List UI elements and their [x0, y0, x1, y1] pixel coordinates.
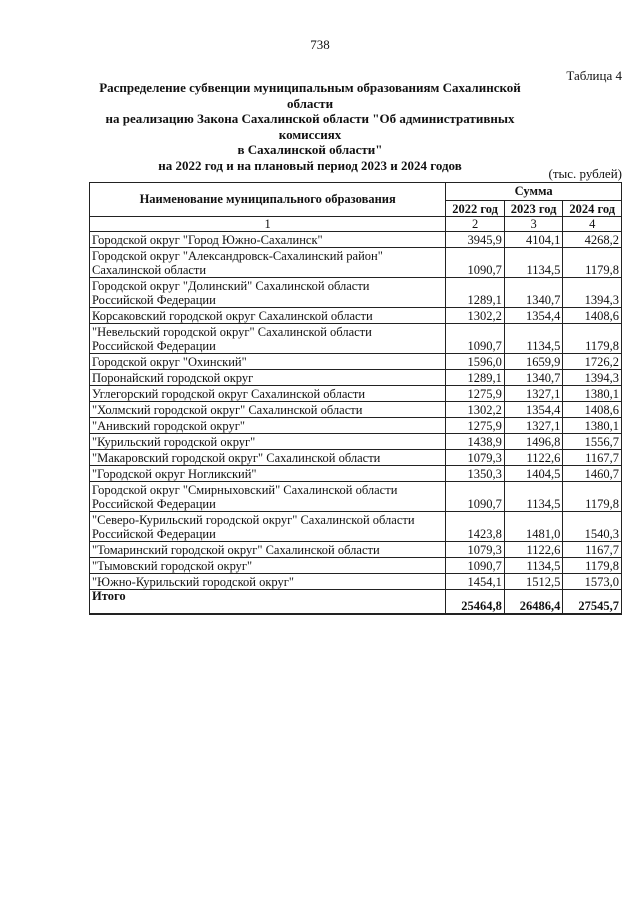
total-value-2023: 26486,4: [504, 590, 563, 615]
total-value-2022: 25464,8: [446, 590, 505, 615]
value-2023: 1512,5: [504, 574, 563, 590]
value-2023: 1481,0: [504, 512, 563, 542]
value-2024: 1394,3: [563, 278, 622, 308]
value-2022: 1438,9: [446, 434, 505, 450]
value-2024: 1540,3: [563, 512, 622, 542]
header-year: 2024 год: [563, 201, 622, 217]
value-2024: 4268,2: [563, 232, 622, 248]
municipality-name: [90, 574, 446, 590]
value-2022: 1289,1: [446, 278, 505, 308]
municipality-name-line: "Анивский городской округ": [92, 418, 245, 433]
value-2023: 1659,9: [504, 354, 563, 370]
title-line: Распределение субвенции муниципальным образованиям Сахалинской области: [99, 80, 521, 111]
municipality-name: [90, 248, 446, 278]
value-2023: 1327,1: [504, 418, 563, 434]
municipality-name: [90, 370, 446, 386]
value-2022: 1275,9: [446, 418, 505, 434]
municipality-name-line: "Макаровский городской округ" Сахалинской области: [92, 450, 381, 465]
table-row: [90, 402, 622, 418]
document-title: [90, 80, 530, 173]
value-2022: 1302,2: [446, 402, 505, 418]
table-row: [90, 418, 622, 434]
municipality-name-line: Российской Федерации: [92, 496, 216, 511]
value-2023: 1340,7: [504, 370, 563, 386]
table-row: [90, 466, 622, 482]
value-2022: 1289,1: [446, 370, 505, 386]
municipality-name: [90, 466, 446, 482]
municipality-name: [90, 450, 446, 466]
municipality-name-line: "Холмский городской округ" Сахалинской области: [92, 402, 363, 417]
table-row: [90, 324, 622, 354]
column-number: 2: [446, 217, 505, 232]
value-2024: 1179,8: [563, 324, 622, 354]
value-2024: 1556,7: [563, 434, 622, 450]
value-2024: 1380,1: [563, 386, 622, 402]
value-2022: 1454,1: [446, 574, 505, 590]
municipality-name-line: Российской Федерации: [92, 338, 216, 353]
table-row: [90, 542, 622, 558]
header-sum: Сумма: [446, 183, 622, 201]
table-row: [90, 512, 622, 542]
municipality-name-line: "Городской округ Ногликский": [92, 466, 257, 481]
municipality-name: [90, 434, 446, 450]
municipality-name: [90, 482, 446, 512]
header-year: 2023 год: [504, 201, 563, 217]
table-body: [90, 232, 622, 590]
municipality-name-line: "Курильский городской округ": [92, 434, 256, 449]
municipality-name-line: Российской Федерации: [92, 526, 216, 541]
value-2023: 1354,4: [504, 308, 563, 324]
value-2024: 1167,7: [563, 450, 622, 466]
column-number: 1: [90, 217, 446, 232]
municipality-name-line: "Южно-Курильский городской округ": [92, 574, 294, 589]
table-row: [90, 248, 622, 278]
value-2024: 1394,3: [563, 370, 622, 386]
value-2023: 1134,5: [504, 248, 563, 278]
municipality-name-line: Городской округ "Город Южно-Сахалинск": [92, 232, 323, 247]
table-row: [90, 278, 622, 308]
table-row: [90, 558, 622, 574]
value-2024: 1179,8: [563, 248, 622, 278]
column-number: 3: [504, 217, 563, 232]
value-2024: 1460,7: [563, 466, 622, 482]
value-2023: 4104,1: [504, 232, 563, 248]
subvention-table: [89, 182, 622, 615]
value-2023: 1134,5: [504, 324, 563, 354]
municipality-name-line: Поронайский городской округ: [92, 370, 254, 385]
table-row: [90, 482, 622, 512]
header-municipality: Наименование муниципального образования: [90, 183, 446, 217]
municipality-name-line: "Тымовский городской округ": [92, 558, 253, 573]
title-line: на 2022 год и на плановый период 2023 и 2024 годов: [158, 157, 462, 173]
value-2022: 1423,8: [446, 512, 505, 542]
total-label: Итого: [90, 590, 446, 615]
municipality-name: [90, 542, 446, 558]
municipality-name: [90, 512, 446, 542]
municipality-name: [90, 402, 446, 418]
value-2022: 1079,3: [446, 542, 505, 558]
municipality-name-line: Городской округ "Смирныховский" Сахалинской области: [92, 483, 398, 497]
municipality-name: [90, 308, 446, 324]
value-2024: 1726,2: [563, 354, 622, 370]
municipality-name: [90, 324, 446, 354]
table-row: [90, 232, 622, 248]
value-2022: 3945,9: [446, 232, 505, 248]
municipality-name-line: Российской Федерации: [92, 292, 216, 307]
table-label: Таблица 4: [566, 68, 622, 83]
value-2024: 1179,8: [563, 558, 622, 574]
table-row: [90, 370, 622, 386]
value-2022: 1090,7: [446, 248, 505, 278]
municipality-name: [90, 278, 446, 308]
municipality-name-line: Городской округ "Александровск-Сахалинский район": [92, 249, 383, 263]
municipality-name: [90, 558, 446, 574]
value-2022: 1079,3: [446, 450, 505, 466]
title-line: в Сахалинской области": [237, 142, 383, 157]
value-2022: 1275,9: [446, 386, 505, 402]
municipality-name-line: "Северо-Курильский городской округ" Сахалинской области: [92, 513, 415, 527]
municipality-name-line: Городской округ "Долинский" Сахалинской области: [92, 279, 370, 293]
municipality-name: [90, 418, 446, 434]
total-row: [90, 590, 622, 615]
value-2022: 1090,7: [446, 558, 505, 574]
value-2024: 1573,0: [563, 574, 622, 590]
value-2024: 1408,6: [563, 308, 622, 324]
value-2023: 1134,5: [504, 482, 563, 512]
municipality-name: [90, 386, 446, 402]
total-value-2024: 27545,7: [563, 590, 622, 615]
municipality-name: [90, 232, 446, 248]
header-year: 2022 год: [446, 201, 505, 217]
value-2024: 1408,6: [563, 402, 622, 418]
value-2023: 1327,1: [504, 386, 563, 402]
municipality-name-line: "Томаринский городской округ" Сахалинской области: [92, 542, 380, 557]
page-number: 738: [310, 37, 330, 52]
table-row: [90, 450, 622, 466]
units-note: (тыс. рублей): [548, 166, 622, 181]
table-row: [90, 308, 622, 324]
value-2022: 1350,3: [446, 466, 505, 482]
value-2022: 1090,7: [446, 482, 505, 512]
value-2022: 1302,2: [446, 308, 505, 324]
value-2023: 1134,5: [504, 558, 563, 574]
municipality-name-line: Городской округ "Охинский": [92, 354, 247, 369]
value-2023: 1354,4: [504, 402, 563, 418]
value-2024: 1380,1: [563, 418, 622, 434]
municipality-name: [90, 354, 446, 370]
title-line: на реализацию Закона Сахалинской области "Об административных комиссиях: [105, 111, 515, 142]
value-2023: 1340,7: [504, 278, 563, 308]
value-2024: 1167,7: [563, 542, 622, 558]
table-row: [90, 354, 622, 370]
value-2023: 1122,6: [504, 450, 563, 466]
value-2024: 1179,8: [563, 482, 622, 512]
municipality-name-line: Корсаковский городской округ Сахалинской области: [92, 308, 373, 323]
table-row: [90, 434, 622, 450]
value-2022: 1090,7: [446, 324, 505, 354]
municipality-name-line: Сахалинской области: [92, 262, 207, 277]
municipality-name-line: "Невельский городской округ" Сахалинской области: [92, 325, 372, 339]
value-2023: 1496,8: [504, 434, 563, 450]
value-2023: 1122,6: [504, 542, 563, 558]
municipality-name-line: Углегорский городской округ Сахалинской области: [92, 386, 366, 401]
table-row: [90, 574, 622, 590]
table-row: [90, 386, 622, 402]
value-2023: 1404,5: [504, 466, 563, 482]
value-2022: 1596,0: [446, 354, 505, 370]
column-number: 4: [563, 217, 622, 232]
